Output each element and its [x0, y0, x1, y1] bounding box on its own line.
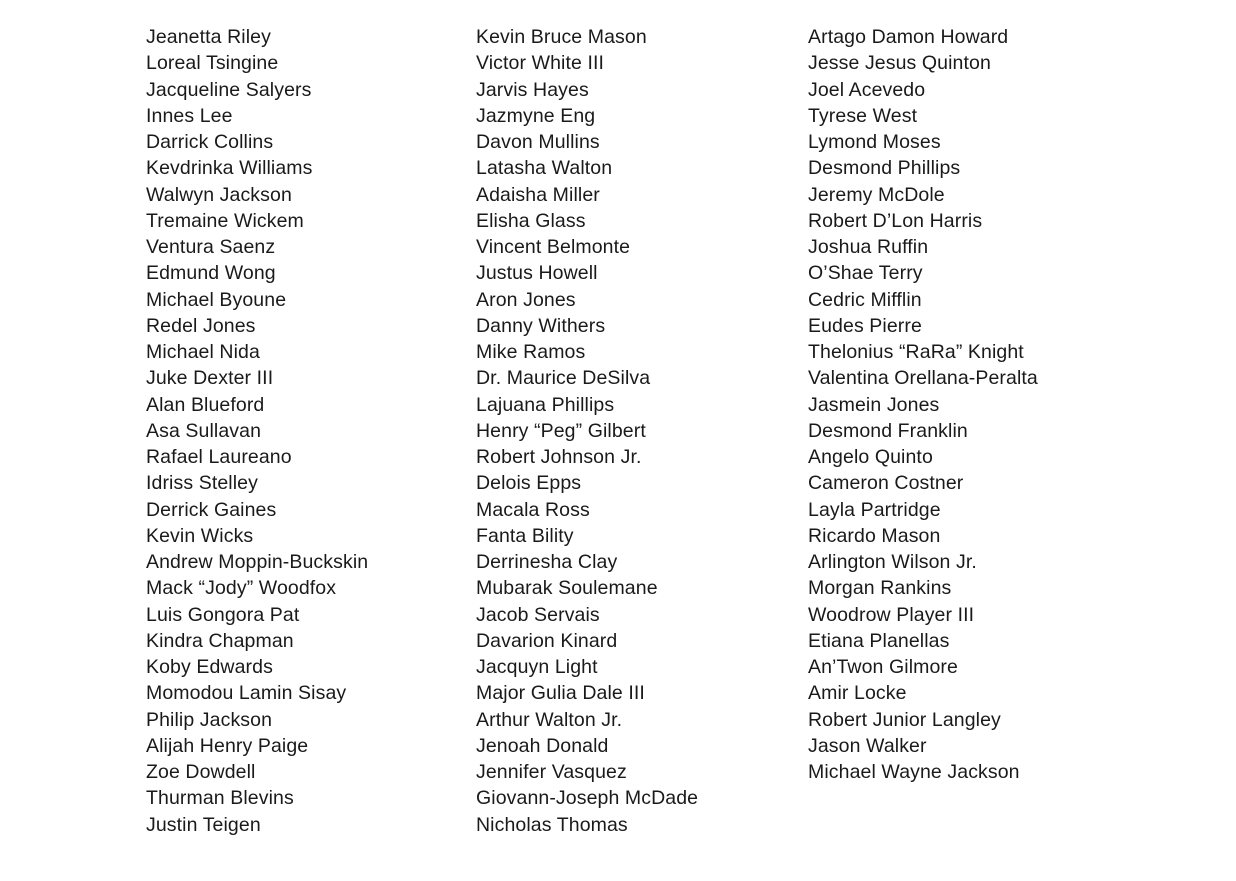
name-entry: Jeanetta Riley [146, 26, 271, 48]
name-entry: Major Gulia Dale III [476, 682, 645, 705]
name-entry: Jesse Jesus Quinton [808, 52, 991, 75]
name-entry: Robert D’Lon Harris [808, 209, 983, 232]
name-entry: Alijah Henry Paige [146, 734, 309, 757]
name-entry: Jazmyne Eng [476, 104, 596, 127]
name-entry: Adaisha Miller [476, 183, 600, 206]
name-entry: Layla Partridge [808, 498, 941, 521]
name-entry: Idriss Stelley [146, 472, 258, 495]
name-entry: Mike Ramos [476, 341, 586, 363]
name-entry: Jennifer Vasquez [476, 761, 627, 783]
name-entry: Etiana Planellas [808, 629, 950, 652]
name-entry: Victor White III [476, 52, 605, 75]
name-entry: Michael Byoune [146, 288, 287, 311]
name-entry: Henry “Peg” Gilbert [476, 419, 646, 442]
name-entry: Edmund Wong [146, 262, 276, 285]
name-entry: Jarvis Hayes [476, 78, 589, 101]
name-entry: Jacquyn Light [476, 656, 598, 678]
name-entry: Delois Epps [476, 472, 582, 495]
name-entry: Valentina Orellana-Peralta [808, 367, 1038, 390]
name-entry: Tremaine Wickem [146, 209, 304, 232]
name-entry: Artago Damon Howard [808, 26, 1009, 48]
name-entry: Koby Edwards [146, 656, 273, 678]
name-entry: Ricardo Mason [808, 524, 941, 547]
name-entry: Tyrese West [808, 104, 918, 127]
name-entry: Jason Walker [808, 734, 927, 757]
name-entry: Latasha Walton [476, 157, 613, 180]
name-entry: Juke Dexter III [146, 367, 274, 390]
name-entry: Andrew Moppin-Buckskin [146, 551, 369, 573]
name-entry: Luis Gongora Pat [146, 603, 300, 626]
name-entry: Robert Johnson Jr. [476, 446, 642, 468]
name-entry: Kevin Wicks [146, 524, 254, 547]
name-entry: Thurman Blevins [146, 787, 294, 810]
name-entry: Innes Lee [146, 104, 233, 127]
name-entry: Justus Howell [476, 262, 598, 285]
name-entry: O’Shae Terry [808, 262, 923, 285]
name-entry: Nicholas Thomas [476, 813, 628, 836]
name-entry: Kevin Bruce Mason [476, 26, 647, 48]
name-entry: Jeremy McDole [808, 183, 945, 206]
name-entry: Joel Acevedo [808, 78, 926, 101]
name-entry: Davarion Kinard [476, 629, 618, 652]
name-entry: Darrick Collins [146, 131, 274, 153]
name-entry: Jenoah Donald [476, 734, 609, 757]
name-entry: Lymond Moses [808, 131, 941, 153]
name-entry: Jacqueline Salyers [146, 78, 312, 101]
names-column-2 [476, 24, 796, 838]
name-entry: Davon Mullins [476, 131, 600, 153]
name-entry: Mubarak Soulemane [476, 577, 658, 600]
name-entry: Momodou Lamin Sisay [146, 682, 347, 705]
name-entry: Arlington Wilson Jr. [808, 551, 977, 573]
name-entry: Rafael Laureano [146, 446, 292, 468]
name-entry: Elisha Glass [476, 209, 586, 232]
name-entry: Fanta Bility [476, 524, 574, 547]
name-entry: Aron Jones [476, 288, 576, 311]
name-entry: Cameron Costner [808, 472, 964, 495]
name-entry: An’Twon Gilmore [808, 656, 958, 678]
name-entry: Philip Jackson [146, 708, 273, 731]
name-entry: Desmond Phillips [808, 157, 961, 180]
name-entry: Woodrow Player III [808, 603, 975, 626]
name-entry: Kindra Chapman [146, 629, 294, 652]
name-entry: Desmond Franklin [808, 419, 968, 442]
name-entry: Joshua Ruffin [808, 236, 929, 258]
names-column-3 [808, 24, 1218, 785]
name-entry: Lajuana Phillips [476, 393, 615, 416]
name-entry: Dr. Maurice DeSilva [476, 367, 651, 390]
name-entry: Kevdrinka Williams [146, 157, 313, 180]
name-entry: Mack “Jody” Woodfox [146, 577, 337, 600]
name-entry: Michael Nida [146, 341, 260, 363]
name-entry: Morgan Rankins [808, 577, 952, 600]
name-entry: Loreal Tsingine [146, 52, 279, 75]
name-entry: Vincent Belmonte [476, 236, 631, 258]
name-entry: Giovann-Joseph McDade [476, 787, 699, 810]
name-entry: Michael Wayne Jackson [808, 761, 1020, 783]
name-entry: Asa Sullavan [146, 419, 262, 442]
name-entry: Thelonius “RaRa” Knight [808, 341, 1024, 363]
names-column-1 [146, 24, 466, 838]
name-entry: Danny Withers [476, 314, 606, 337]
name-entry: Zoe Dowdell [146, 761, 256, 783]
name-entry: Jasmein Jones [808, 393, 940, 416]
name-entry: Cedric Mifflin [808, 288, 922, 311]
name-entry: Derrinesha Clay [476, 551, 618, 573]
name-entry: Angelo Quinto [808, 446, 933, 468]
name-entry: Eudes Pierre [808, 314, 922, 337]
name-entry: Jacob Servais [476, 603, 600, 626]
name-entry: Redel Jones [146, 314, 256, 337]
name-entry: Arthur Walton Jr. [476, 708, 623, 731]
name-entry: Robert Junior Langley [808, 708, 1001, 731]
name-entry: Walwyn Jackson [146, 183, 292, 206]
name-entry: Justin Teigen [146, 813, 261, 836]
name-entry: Macala Ross [476, 498, 590, 521]
name-entry: Derrick Gaines [146, 498, 277, 521]
name-entry: Alan Blueford [146, 393, 265, 416]
name-entry: Amir Locke [808, 682, 907, 705]
name-entry: Ventura Saenz [146, 236, 276, 258]
